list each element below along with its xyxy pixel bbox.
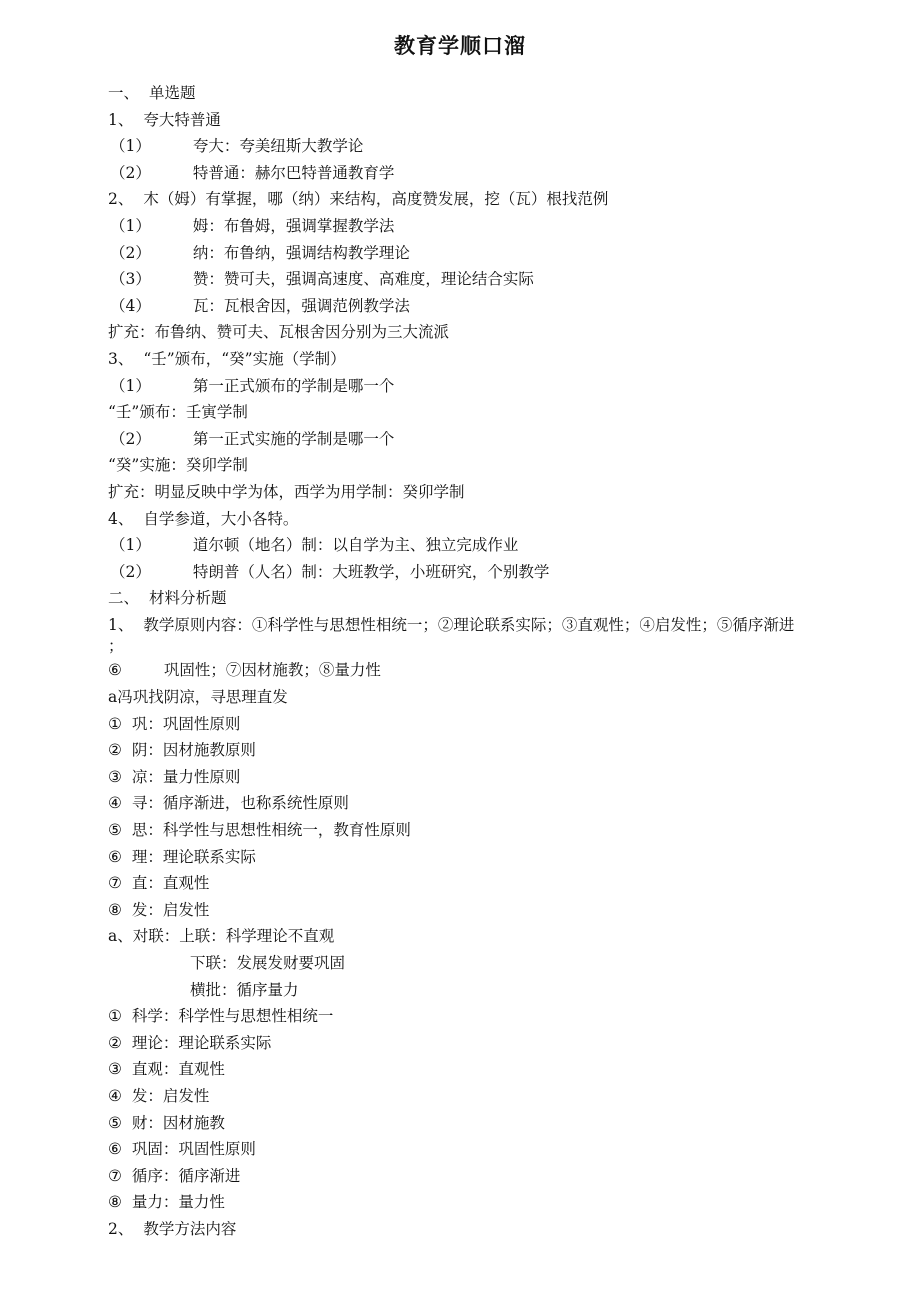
line-text: 巩固：巩固性原则 [131,1140,256,1159]
document-line [108,1110,868,1137]
document-line [108,452,868,479]
line-text: a、对联：上联：科学理论不直观 [108,927,335,946]
line-number: 1、 [108,110,134,129]
document-line [108,897,868,924]
document-line [108,817,868,844]
line-text: 木（姆）有掌握，哪（纳）来结构，高度赞发展，挖（瓦）根找范例 [143,190,609,209]
line-number: ⑤ [108,1113,122,1132]
document-line [108,790,868,817]
line-number: （2） [110,243,151,262]
document-line [108,1030,868,1057]
line-text: 下联：发展发财要巩固 [190,954,346,972]
document-line [108,213,868,240]
line-text: 巩：巩固性原则 [131,714,241,733]
line-number: ⑥ [108,661,122,680]
document-line [108,711,868,738]
document-line [108,373,868,400]
document-line [108,764,868,791]
line-number: ② [108,1033,122,1052]
document-line [108,657,868,684]
line-text: 寻：循序渐进，也称系统性原则 [131,794,349,813]
line-text: 姆：布鲁姆，强调掌握教学法 [192,216,395,235]
line-number: 2、 [108,190,134,209]
line-number: 2、 [108,1219,134,1238]
line-number: （2） [110,562,151,581]
line-text: 阴：因材施教原则 [131,741,256,760]
document-line [108,426,868,453]
document-line [108,844,868,871]
line-text: ； [108,637,124,656]
line-number: 4、 [108,509,134,528]
line-text: 夸大特普通 [143,110,221,129]
line-text: 思：科学性与思想性相统一，教育性原则 [131,821,411,840]
document-line [108,133,868,160]
line-text: 科学：科学性与思想性相统一 [131,1007,334,1026]
line-text: 教学原则内容：①科学性与思想性相统一；②理论联系实际；③直观性；④启发性；⑤循序渐进 [143,615,795,634]
document-line [108,1056,868,1083]
line-number: ⑧ [108,1193,122,1212]
line-text: 直观：直观性 [131,1060,225,1079]
line-text: 量力：量力性 [131,1193,225,1212]
line-text: 赞：赞可夫，强调高速度、高难度，理论结合实际 [192,270,534,289]
document-line [108,506,868,533]
line-text: 理：理论联系实际 [131,847,256,866]
line-text: 发：启发性 [131,1086,210,1105]
line-text: 道尔顿（地名）制：以自学为主、独立完成作业 [192,536,519,555]
document-title: 教育学顺口溜 [394,33,526,58]
line-number: ① [108,714,122,733]
document-line [108,1163,868,1190]
document-line [108,266,868,293]
line-text: 直：直观性 [131,874,210,893]
document-line [108,950,868,977]
document-line [108,977,868,1004]
line-number: （1） [110,536,151,555]
document-line [108,559,868,586]
line-text: 扩充：明显反映中学为体，西学为用学制：癸卯学制 [108,482,465,501]
document-line [108,80,868,107]
document-line [108,319,868,346]
document-line [108,532,868,559]
document-line [108,293,868,320]
line-text: 凉：量力性原则 [131,767,241,786]
document-line [108,346,868,373]
line-text: “壬”颁布，“癸”实施（学制） [143,349,346,368]
document-line [108,612,868,639]
document-line [108,923,868,950]
line-number: （2） [110,163,151,182]
document-line [108,684,868,711]
line-number: ② [108,741,122,760]
document-line [108,1003,868,1030]
line-text: 材料分析题 [149,589,227,608]
document-line [108,107,868,134]
line-number: ① [108,1007,122,1026]
line-number: （1） [110,216,151,235]
document-line [108,186,868,213]
document-line [108,160,868,187]
line-text: 特朗普（人名）制：大班教学，小班研究，个别教学 [192,562,550,581]
line-text: a冯巩找阴凉，寻思理直发 [108,688,288,707]
document-line [108,638,868,657]
line-text: “癸”实施：癸卯学制 [108,456,248,475]
document-line [108,585,868,612]
line-text: 瓦：瓦根舍因，强调范例教学法 [192,296,410,315]
document-line [108,479,868,506]
line-number: ⑦ [108,1166,122,1185]
line-number: ⑦ [108,874,122,893]
line-text: 扩充：布鲁纳、赞可夫、瓦根舍因分别为三大流派 [108,323,450,342]
line-number: 二、 [108,589,140,608]
document-line [108,1216,868,1243]
line-number: ⑥ [108,1140,122,1159]
line-number: ③ [108,1060,122,1079]
line-number: ③ [108,767,122,786]
document-body [108,80,868,1243]
line-text: 财：因材施教 [131,1113,225,1132]
line-text: 夸大：夸美纽斯大教学论 [192,137,364,156]
line-number: ⑥ [108,847,122,866]
document-line [108,1189,868,1216]
line-text: 第一正式颁布的学制是哪一个 [192,376,395,395]
line-text: 发：启发性 [131,900,210,919]
line-text: 自学参道，大小各特。 [143,509,299,528]
line-text: 横批：循序量力 [190,980,299,999]
line-text: “壬”颁布：壬寅学制 [108,403,248,422]
line-number: ⑧ [108,900,122,919]
line-number: ④ [108,794,122,813]
line-number: ⑤ [108,821,122,840]
document-line [108,240,868,267]
document-line [108,399,868,426]
line-text: 单选题 [149,84,196,102]
line-number: ④ [108,1086,122,1105]
line-text: 特普通：赫尔巴特普通教育学 [192,163,395,182]
line-text: 纳：布鲁纳，强调结构教学理论 [192,243,410,262]
line-text: 第一正式实施的学制是哪一个 [192,429,395,448]
line-number: 1、 [108,615,134,634]
line-number: （4） [110,296,151,315]
line-number: （1） [110,376,151,395]
line-number: （1） [110,137,151,156]
document-line [108,870,868,897]
line-number: （3） [110,270,151,289]
line-number: 一、 [108,84,140,102]
line-text: 循序：循序渐进 [131,1166,241,1185]
document-line [108,1136,868,1163]
document-line [108,1083,868,1110]
line-text: 巩固性；⑦因材施教；⑧量力性 [163,661,381,680]
line-number: （2） [110,429,151,448]
line-text: 教学方法内容 [143,1219,237,1238]
document-line [108,737,868,764]
line-number: 3、 [108,349,134,368]
line-text: 理论：理论联系实际 [131,1033,272,1052]
